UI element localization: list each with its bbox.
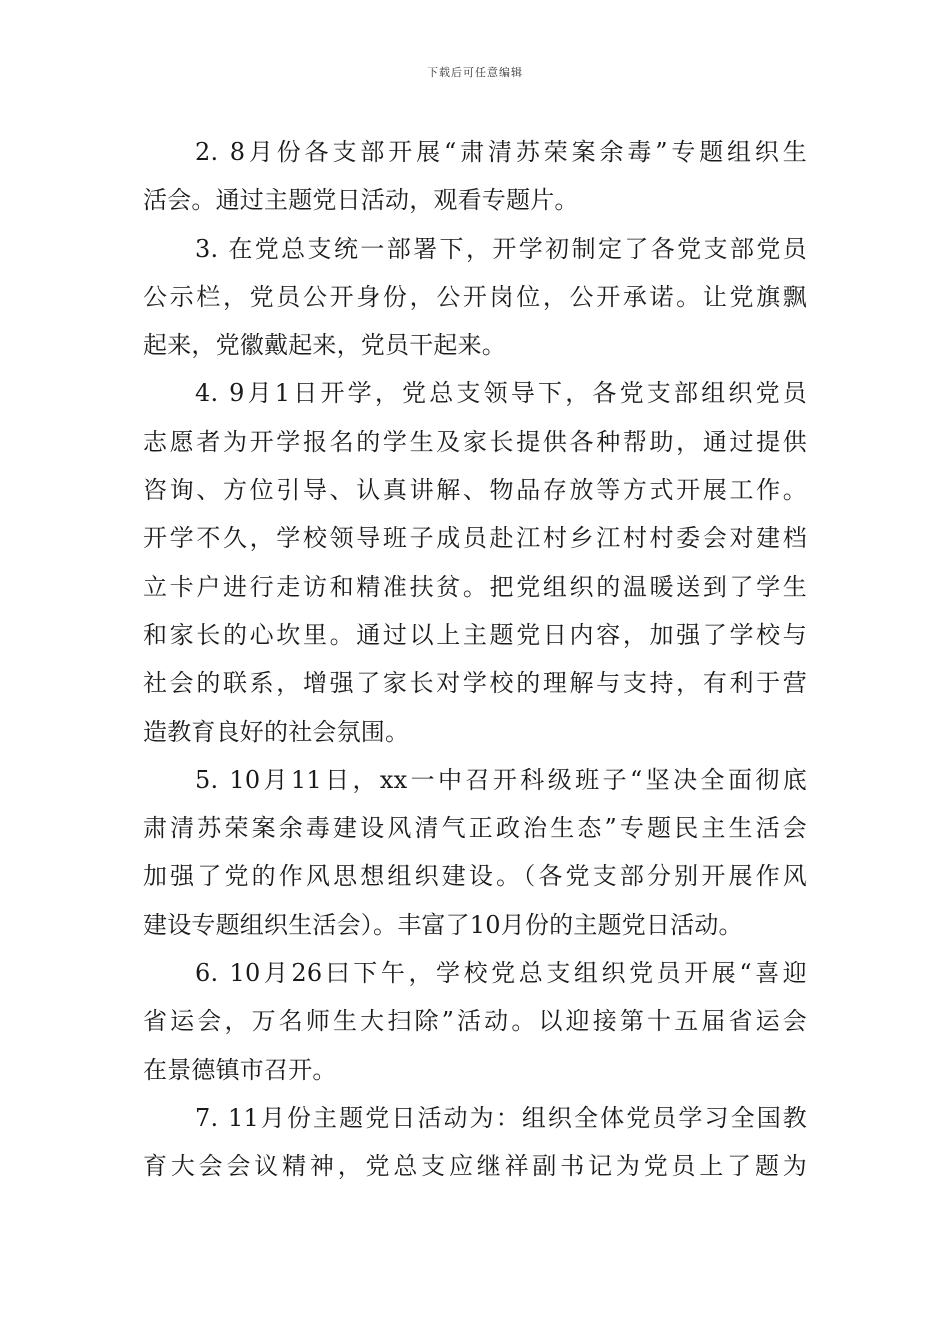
text-line: 2. 8月份各支部开展“肃清苏荣案余毒”专题组织生 [195, 138, 807, 166]
text-line: 立卡户进行走访和精准扶贫。把党组织的温暖送到了学生 [143, 572, 807, 601]
text-line: 建设专题组织生活会）。丰富了10月份的主题党日活动。 [143, 910, 743, 939]
text-line: 志愿者为开学报名的学生及家长提供各种帮助，通过提供 [143, 427, 807, 456]
text-line: 5. 10月11日，xx一中召开科级班子“坚决全面彻底 [195, 765, 807, 794]
paragraph-6 [143, 949, 807, 1094]
text-line: 4. 9月1日开学，党总支领导下，各党支部组织党员 [195, 379, 807, 408]
paragraph-7 [143, 1094, 807, 1191]
text-line: 咨询、方位引导、认真讲解、物品存放等方式开展工作。 [143, 476, 807, 505]
text-line: 育大会会议精神，党总支应继祥副书记为党员上了题为 [143, 1152, 807, 1181]
paragraph-5 [143, 756, 807, 949]
text-line: 活会。通过主题党日活动，观看专题片。 [143, 186, 579, 215]
text-line: 在景德镇市召开。 [143, 1055, 337, 1084]
text-line: 加强了党的作风思想组织建设。（各党支部分别开展作风 [143, 862, 807, 891]
paragraph-2 [143, 128, 807, 225]
text-line: 7. 11月份主题党日活动为：组织全体党员学习全国教 [195, 1103, 807, 1132]
paragraph-3 [143, 225, 807, 370]
text-line: 3. 在党总支统一部署下，开学初制定了各党支部党员 [195, 234, 807, 263]
text-line: 造教育良好的社会氛围。 [143, 717, 410, 746]
header-note: 下载后可任意编辑 [427, 66, 523, 79]
text-line: 肃清苏荣案余毒建设风清气正政治生态”专题民主生活会 [143, 814, 807, 843]
text-line: 和家长的心坎里。通过以上主题党日内容，加强了学校与 [143, 620, 807, 649]
text-line: 公示栏，党员公开身份，公开岗位，公开承诺。让党旗飘 [143, 282, 807, 311]
document-body [143, 128, 807, 1191]
text-line: 开学不久，学校领导班子成员赴江村乡江村村委会对建档 [143, 524, 807, 553]
text-line: 社会的联系，增强了家长对学校的理解与支持，有利于营 [143, 669, 807, 698]
paragraph-4 [143, 369, 807, 755]
text-line: 起来，党徽戴起来，党员干起来。 [143, 331, 506, 360]
text-line: 6. 10月26曰下午，学校党总支组织党员开展“喜迎 [195, 959, 807, 988]
text-line: 省运会，万名师生大扫除”活动。以迎接第十五届省运会 [143, 1007, 807, 1036]
